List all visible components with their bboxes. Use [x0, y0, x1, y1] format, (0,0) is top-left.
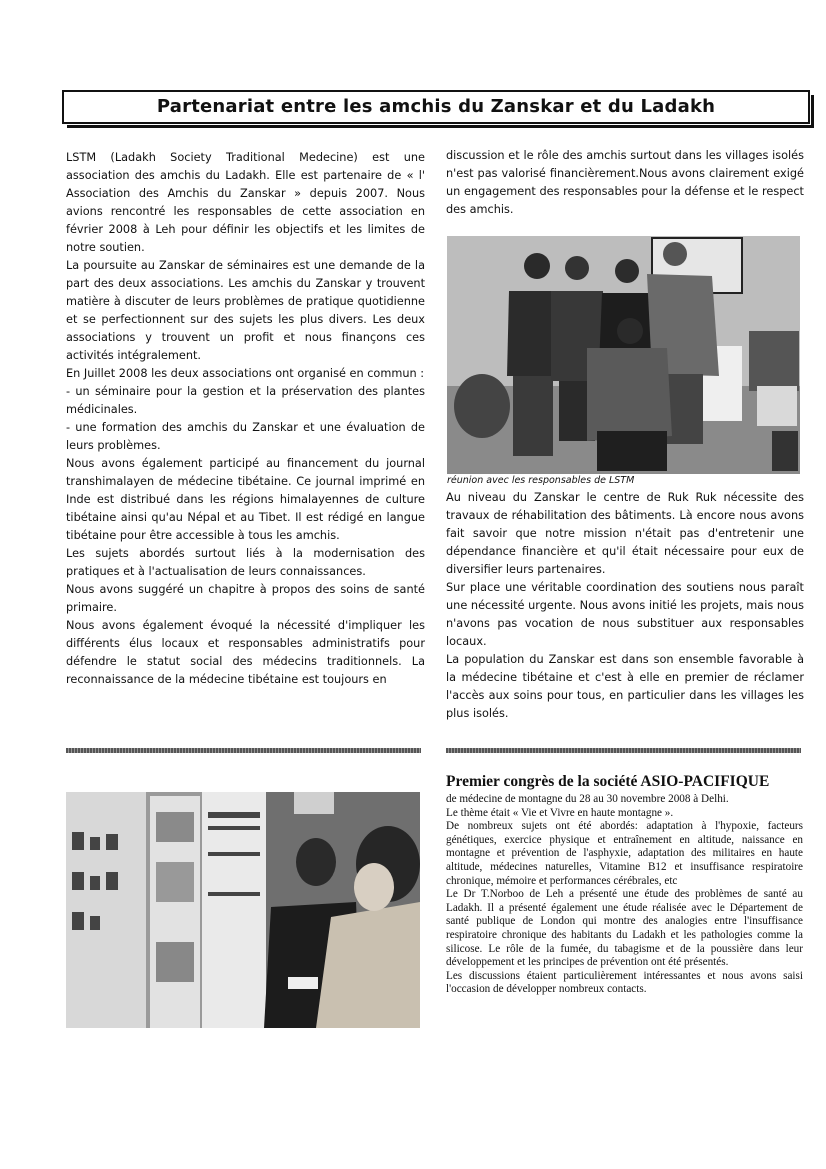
left-column — [66, 149, 425, 689]
section-divider — [66, 748, 421, 753]
right-column-body — [446, 489, 804, 723]
paragraph: Nous avons également participé au financement du journal transhimalayen de médecine tibétaine. Ce journal imprimé en Inde est distribué dans les régions himalayennes de culture tibétaine ainsi qu'au Népal et au Tibet. Il est rédigé en langue tibétaine pour être accessible à tous les amchis. — [66, 457, 425, 542]
paragraph: - un séminaire pour la gestion et la préservation des plantes médicinales. — [66, 385, 425, 416]
paragraph: de médecine de montagne du 28 au 30 novembre 2008 à Delhi. — [446, 793, 729, 805]
poster-session-photo — [66, 792, 420, 1028]
article-title-box — [62, 90, 810, 124]
paragraph: En Juillet 2008 les deux associations ont organisé en commun : — [66, 367, 425, 380]
congress-body — [446, 793, 803, 997]
group-photo — [447, 236, 800, 474]
paragraph: La poursuite au Zanskar de séminaires est une demande de la part des deux associations. Les amchis du Zanskar y trouvent matière à discuter de leurs problèmes de pratique quotidienne et se perfectionnent sur des sujets les plus divers. Les deux associations y trouvent un profit et nous finançons ces activités intégralement. — [66, 259, 425, 362]
article-title: Partenariat entre les amchis du Zanskar et du Ladakh — [156, 96, 716, 117]
right-column-intro — [446, 147, 804, 219]
paragraph: Le Dr T.Norboo de Leh a présenté une étude des problèmes de santé au Ladakh. Il a présenté également une étude réalisée avec le Département de santé publique de London qui montre des analogies entre l'insuffisance respiratoire chronique des habitants du Ladakh et les pathologies comme la silicose. Le rôle de la fumée, du tabagisme et de la poussière dans leur développement et les principes de prévention ont été présentés. — [446, 888, 803, 969]
paragraph: La population du Zanskar est dans son ensemble favorable à la médecine tibétaine et c'est à elle en premier de réclamer l'accès aux soins pour tous, en particulier dans les villages les plus isolés. — [446, 653, 804, 720]
paragraph: De nombreux sujets ont été abordés: adaptation à l'hypoxie, facteurs génétiques, exercice physique et entraînement en altitude, naissance en montagne et prévention de l'asphyxie, adaptation des militaires en haute altitude, médecines naturelles, Vitamine B12 et insuffisance respiratoire chronique, mémoire et performances cérébrales, etc — [446, 820, 803, 887]
paragraph: Nous avons également évoqué la nécessité d'impliquer les différents élus locaux et responsables administratifs pour défendre le statut social des médecins traditionnels. La reconnaissance de la médecine tibétaine est toujours en — [66, 619, 425, 686]
congress-section — [446, 772, 803, 997]
congress-title: Premier congrès de la société ASIO-PACIFIQUE — [446, 773, 770, 790]
paragraph: discussion et le rôle des amchis surtout dans les villages isolés n'est pas valorisé financièrement.Nous avons clairement exigé un engagement des responsables pour la défense et le respect des amchis. — [446, 149, 804, 216]
paragraph: LSTM (Ladakh Society Traditional Medecine) est une association des amchis du Ladakh. Elle est partenaire de « l' Association des Amchis du Zanskar » depuis 2007. Nous avions rencontré les responsables de cette association en février 2008 à Leh pour définir les objectifs et les limites de notre soutien. — [66, 151, 425, 254]
paragraph: Le thème était « Vie et Vivre en haute montagne ». — [446, 806, 674, 819]
photo-caption: réunion avec les responsables de LSTM — [447, 475, 635, 486]
paragraph: Au niveau du Zanskar le centre de Ruk Ruk nécessite des travaux de réhabilitation des bâtiments. Là encore nous avons fait savoir que notre mission n'était pas d'entretenir une dépendance financière et qu'il était nécessaire pour eux de diversifier leurs partenaires. — [446, 491, 804, 576]
paragraph: Sur place une véritable coordination des soutiens nous paraît une nécessité urgente. Nous avons initié les projets, mais nous n'avons pas vocation de nous substituer aux responsables locaux. — [446, 581, 804, 648]
paragraph: Les sujets abordés surtout liés à la modernisation des pratiques et à l'actualisation de leurs connaissances. — [66, 547, 425, 578]
section-divider — [446, 748, 801, 753]
paragraph: - une formation des amchis du Zanskar et une évaluation de leurs problèmes. — [66, 421, 425, 452]
paragraph: Nous avons suggéré un chapitre à propos des soins de santé primaire. — [66, 583, 425, 614]
paragraph: Les discussions étaient particulièrement intéressantes et nous avons saisi l'occasion de développer nombreux contacts. — [446, 969, 803, 996]
